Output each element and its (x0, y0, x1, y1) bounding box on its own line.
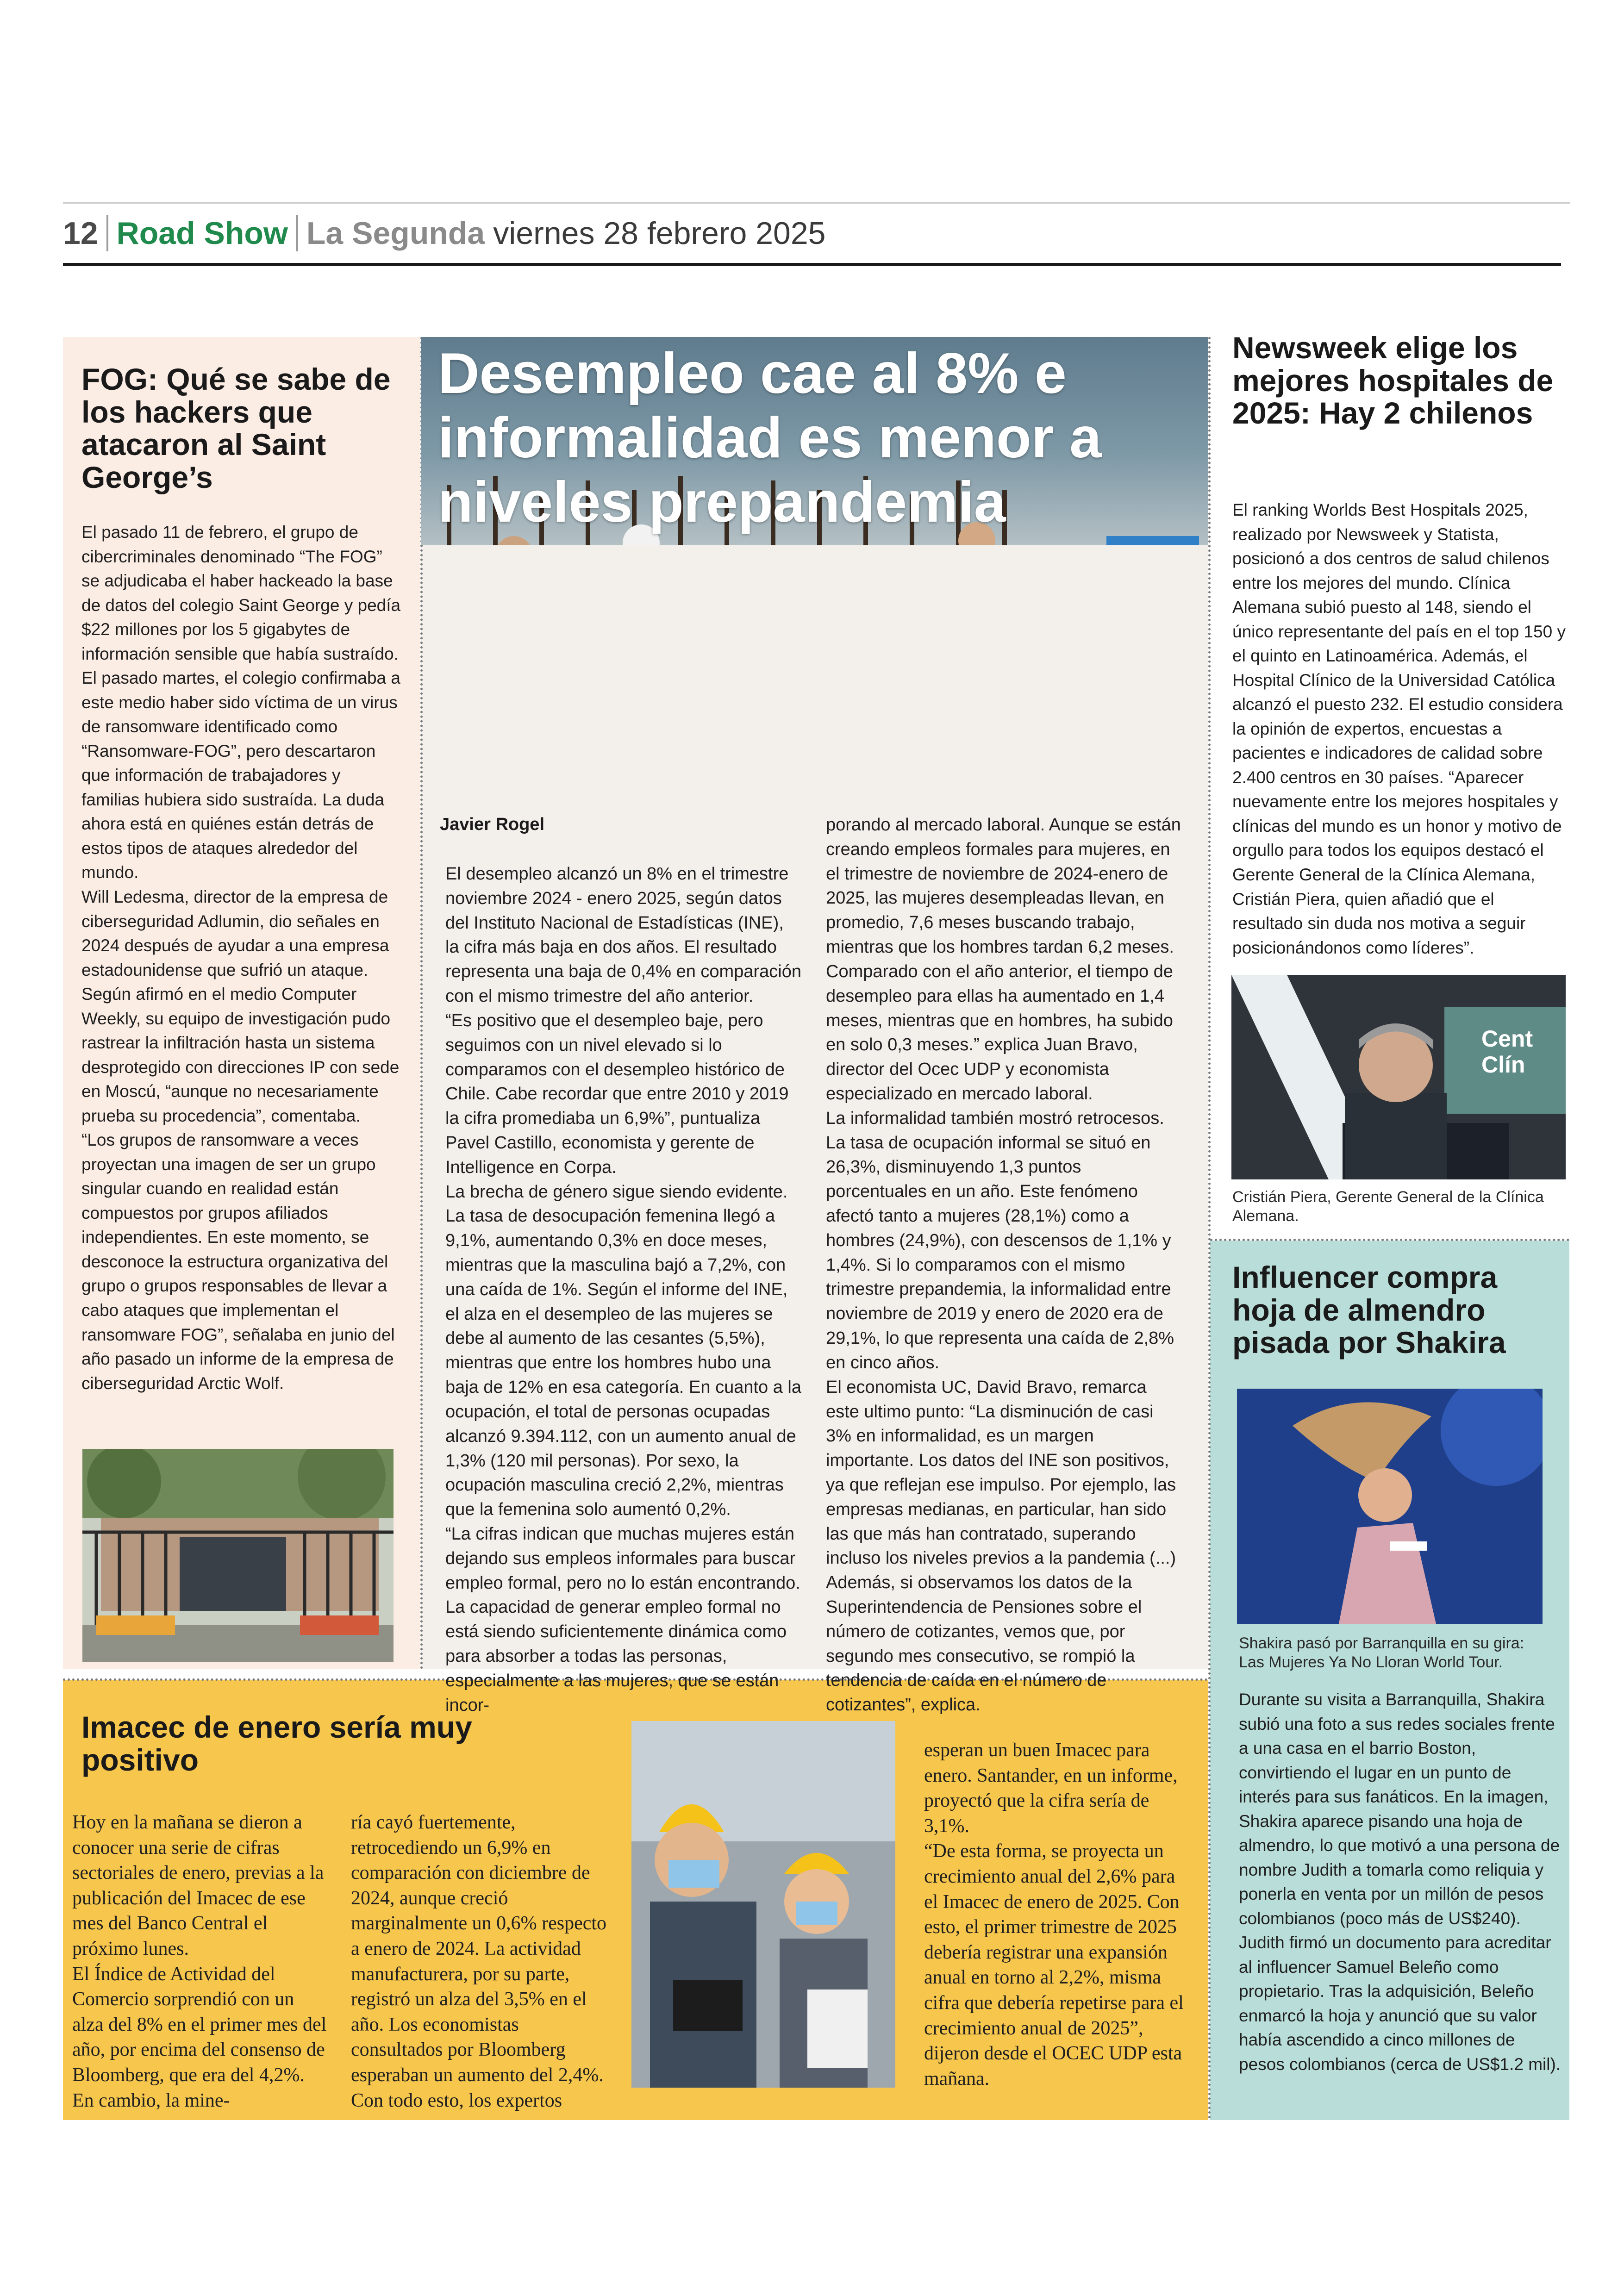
shakira-photo (1237, 1389, 1543, 1624)
newsweek-paragraph: El ranking Worlds Best Hospitals 2025, realizado por Newsweek y Statista, posicionó a dos centros de salud chilenos entre los mejores del mundo. Clínica Alemana subió puesto al 148, siendo el único representante del país en el top 150 y el quinto en Latinoamérica. Además, el Hospital Clínico de la Universidad Católica alcanzó el puesto 232. El estudio considera la opinión de expertos, encuestas a pacientes e indicadores de calidad sobre 2.400 centros en 30 países. “Aparecer nuevamente entre los mejores hospitales y clínicas del mundo es un honor y motivo de orgullo para todos los equipos destacó el Gerente General de la Clínica Alemana, Cristián Piera, quien añadió que el resultado sin duda nos motiva a seguir posicionándonos como líderes”. (1232, 500, 1566, 957)
main-paragraph: “La cifras indican que muchas mujeres están dejando sus empleos informales para buscar empleo formal, pero no lo están encontrando. La capacidad de generar empleo formal no está siendo suficientemente dinámica como para absorber a todas las personas, especialmente a las mujeres, que se están incor- (445, 1524, 800, 1715)
main-column-2 (826, 813, 1182, 1717)
fog-paragraph: Will Ledesma, director de la empresa de ciberseguridad Adlumin, dio señales en 2024 después de ayudar a una empresa estadounidense que sufrió un ataque. Según afirmó en el medio Computer Weekly, su equipo de investigación pudo rastrear la infiltración hasta un sistema desprotegido con direcciones IP con sede en Moscú, “aunque no necesariamente prueba su procedencia”, comentaba. (81, 887, 400, 1125)
imacec-paragraph: Hoy en la mañana se dieron a conocer una serie de cifras sectoriales de enero, previas a la publicación del Imacec de ese mes del Banco Central el próximo lunes. (72, 1812, 324, 1959)
fog-title: FOG: Qué se sabe de los hackers que atacaron al Saint George’s (81, 362, 391, 494)
section-divider (1210, 1239, 1569, 1241)
imacec-column-3 (924, 1738, 1188, 2091)
singer-illustration (1237, 1389, 1543, 1624)
imacec-paragraph: ría cayó fuertemente, retrocediendo un 6,9% en comparación con diciembre de 2024, aunque creció marginalmente un 0,6% respecto a enero de 2024. La actividad manufacturera, por su parte, registró un alza del 3,5% en el año. Los economistas consultados por Bloomberg esperaban un aumento del 2,4%. (351, 1812, 607, 2086)
shakira-body (1239, 1688, 1563, 2077)
imacec-paragraph: El Índice de Actividad del Comercio sorprendió con un alza del 8% en el primer mes del año, por encima del consenso de Bloomberg, que era del 4,2%. En cambio, la mine- (72, 1963, 327, 2111)
clinic-sign-text: Cent Clín (1481, 1026, 1533, 1078)
main-paragraph: El desempleo alcanzó un 8% en el trimestre noviembre 2024 - enero 2025, según datos del Instituto Nacional de Estadísticas (INE), la cifra más baja en dos años. El resultado representa una baja de 0,4% en comparación con el mismo trimestre del año anterior. (445, 864, 801, 1006)
page-number: 12 (63, 216, 98, 251)
piera-caption: Cristián Piera, Gerente General de la Clínica Alemana. (1232, 1188, 1544, 1225)
section-name: Road Show (116, 216, 288, 251)
issue-date: viernes 28 febrero 2025 (493, 216, 826, 251)
main-column-1 (445, 862, 802, 1717)
fog-paragraph: El pasado 11 de febrero, el grupo de cibercriminales denominado “The FOG” se adjudicaba el haber hackeado la base de datos del colegio Saint George y pedía $22 millones por los 5 gigabytes de información sensible que había sustraído. El pasado martes, el colegio confirmaba a este medio haber sido víctima de un virus de ransomware identificado como “Ransomware-FOG”, pero descartaron que información de trabajadores y familias hubiera sido sustraída. La duda ahora está en quiénes están detrás de estos tipos de ataques alrededor del mundo. (81, 523, 401, 882)
imacec-column-1 (72, 1810, 330, 2113)
column-divider (1208, 337, 1211, 2120)
imacec-paragraph: “De esta forma, se proyecta un crecimiento anual del 2,6% para el Imacec de enero de 2025. Con esto, el primer trimestre de 2025 debería registrar una expansión anual en torno al 2,2%, misma cifra que debería repetirse para el crecimiento anual de 2025”, dijeron desde el OCEC UDP esta mañana. (924, 1840, 1184, 2089)
main-paragraph: “Es positivo que el desempleo baje, pero seguimos con un nivel elevado si lo comparamos con el desempleo histórico de Chile. Cabe recordar que entre 2010 y 2019 la cifra promediaba un 6,9%”, puntualiza Pavel Castillo, economista y gerente de Intelligence en Corpa. (445, 1010, 789, 1177)
fog-paragraph: “Los grupos de ransomware a veces proyectan una imagen de ser un grupo singular cuando en realidad están compuestos por grupos afiliados independientes. En este momento, se desconoce la estructura organizativa del grupo o grupos responsables de llevar a cabo ataques que implementan el ransomware FOG”, señalaba en junio del año pasado un informe de la empresa de ciberseguridad Arctic Wolf. (81, 1130, 395, 1393)
main-headline: Desempleo cae al 8% e informalidad es menor a niveles prepandemia (438, 342, 1102, 534)
shakira-paragraph: Durante su visita a Barranquilla, Shakira subió una foto a sus redes sociales frente a una casa en el barrio Boston, convirtiendo el lugar en un punto de interés para sus fanáticos. En la imagen, Shakira aparece pisando una hoja de almendro, lo que motivó a una persona de nombre Judith a tomarla como reliquia y ponerla en venta por un millón de pesos colombianos (poco más de US$240). Judith firmó un documento para acreditar al influencer Samuel Beleño como propietario. Tras la adquisición, Beleño enmarcó la hoja y anunció que su valor había ascendido a cinco millones de pesos colombianos (cerca de US$1.2 mil). (1239, 1690, 1561, 2074)
fog-body (81, 520, 401, 1396)
factory-workers-illustration (631, 1721, 895, 2088)
imacec-paragraph: esperan un buen Imacec para enero. Santander, en un informe, proyectó que la cifra sería de 3,1%. (924, 1740, 1178, 1837)
school-gate-photo (82, 1449, 394, 1662)
main-byline: Javier Rogel (440, 815, 544, 834)
piera-photo (1231, 975, 1566, 1179)
shakira-caption: Shakira pasó por Barranquilla en su gira: Las Mujeres Ya No Lloran World Tour. (1239, 1634, 1524, 1671)
imacec-paragraph: Con todo esto, los expertos (351, 2089, 562, 2111)
school-gate-illustration (82, 1449, 394, 1662)
newsweek-title: Newsweek elige los mejores hospitales de 2025: Hay 2 chilenos (1232, 331, 1554, 430)
header-bottom-rule (63, 263, 1561, 266)
main-paragraph: La brecha de género sigue siendo evidente. La tasa de desocupación femenina llegó a 9,1%, aumentando 0,3% en doce meses, mientras que la masculina bajó a 7,2%, con una caída de 1%. Según el informe del INE, el alza en el desempleo de las mujeres se debe al aumento de las cesantes (5,5%), mientras que entre los hombres hubo una baja de 12% en esa categoría. En cuanto a la ocupación, el total de personas ocupadas alcanzó 9.394.112, con un aumento anual de 1,3% (120 mil personas). Por sexo, la ocupación masculina creció 2,2%, mientras que la femenina solo aumentó 0,2%. (445, 1182, 801, 1520)
shakira-title: Influencer compra hoja de almendro pisada por Shakira (1232, 1260, 1506, 1360)
imacec-title: Imacec de enero sería muy positivo (81, 1710, 472, 1777)
factory-workers-photo (631, 1721, 895, 2088)
header-separator (106, 215, 108, 251)
publication-name: La Segunda (306, 216, 485, 251)
main-paragraph: porando al mercado laboral. Aunque se están creando empleos formales para mujeres, en el trimestre de noviembre de 2024-enero de 2025, las mujeres desempleadas llevan, en promedio, 7,6 meses buscando trabajo, mientras que los hombres tardan 6,2 meses. Comparado con el año anterior, el tiempo de desempleo para ellas ha aumentado en 1,4 meses, mientras que en hombres, ha subido en solo 0,3 meses.” explica Juan Bravo, director del Ocec UDP y economista especializado en mercado laboral. (826, 815, 1181, 1104)
header-separator (296, 215, 298, 251)
imacec-column-2 (351, 1810, 608, 2113)
newsweek-body (1232, 498, 1569, 960)
page-header (63, 204, 826, 263)
main-paragraph: La informalidad también mostró retrocesos. La tasa de ocupación informal se situó en 26,3%, disminuyendo 1,3 puntos porcentuales en un año. Este fenómeno afectó tanto a mujeres (28,1%) como a hombres (24,9%), con descensos de 1,1% y 1,4%. Si lo comparamos con el mismo trimestre prepandemia, la informalidad entre noviembre de 2019 y enero de 2020 era de 29,1%, lo que representa una caída de 2,8% en cinco años. (826, 1108, 1174, 1372)
main-paragraph: El economista UC, David Bravo, remarca este ultimo punto: “La disminución de casi 3% en informalidad, es un margen importante. Los datos del INE son positivos, ya que reflejan ese impulso. Por ejemplo, las empresas medianas, en particular, han sido las que más han contratado, superando incluso los niveles previos a la pandemia (...) Además, si observamos los datos de la Superintendencia de Pensiones sobre el número de cotizantes, vemos que, por segundo mes consecutivo, se rompió la tendencia de caída en el número de cotizantes”, explica. (826, 1377, 1176, 1715)
